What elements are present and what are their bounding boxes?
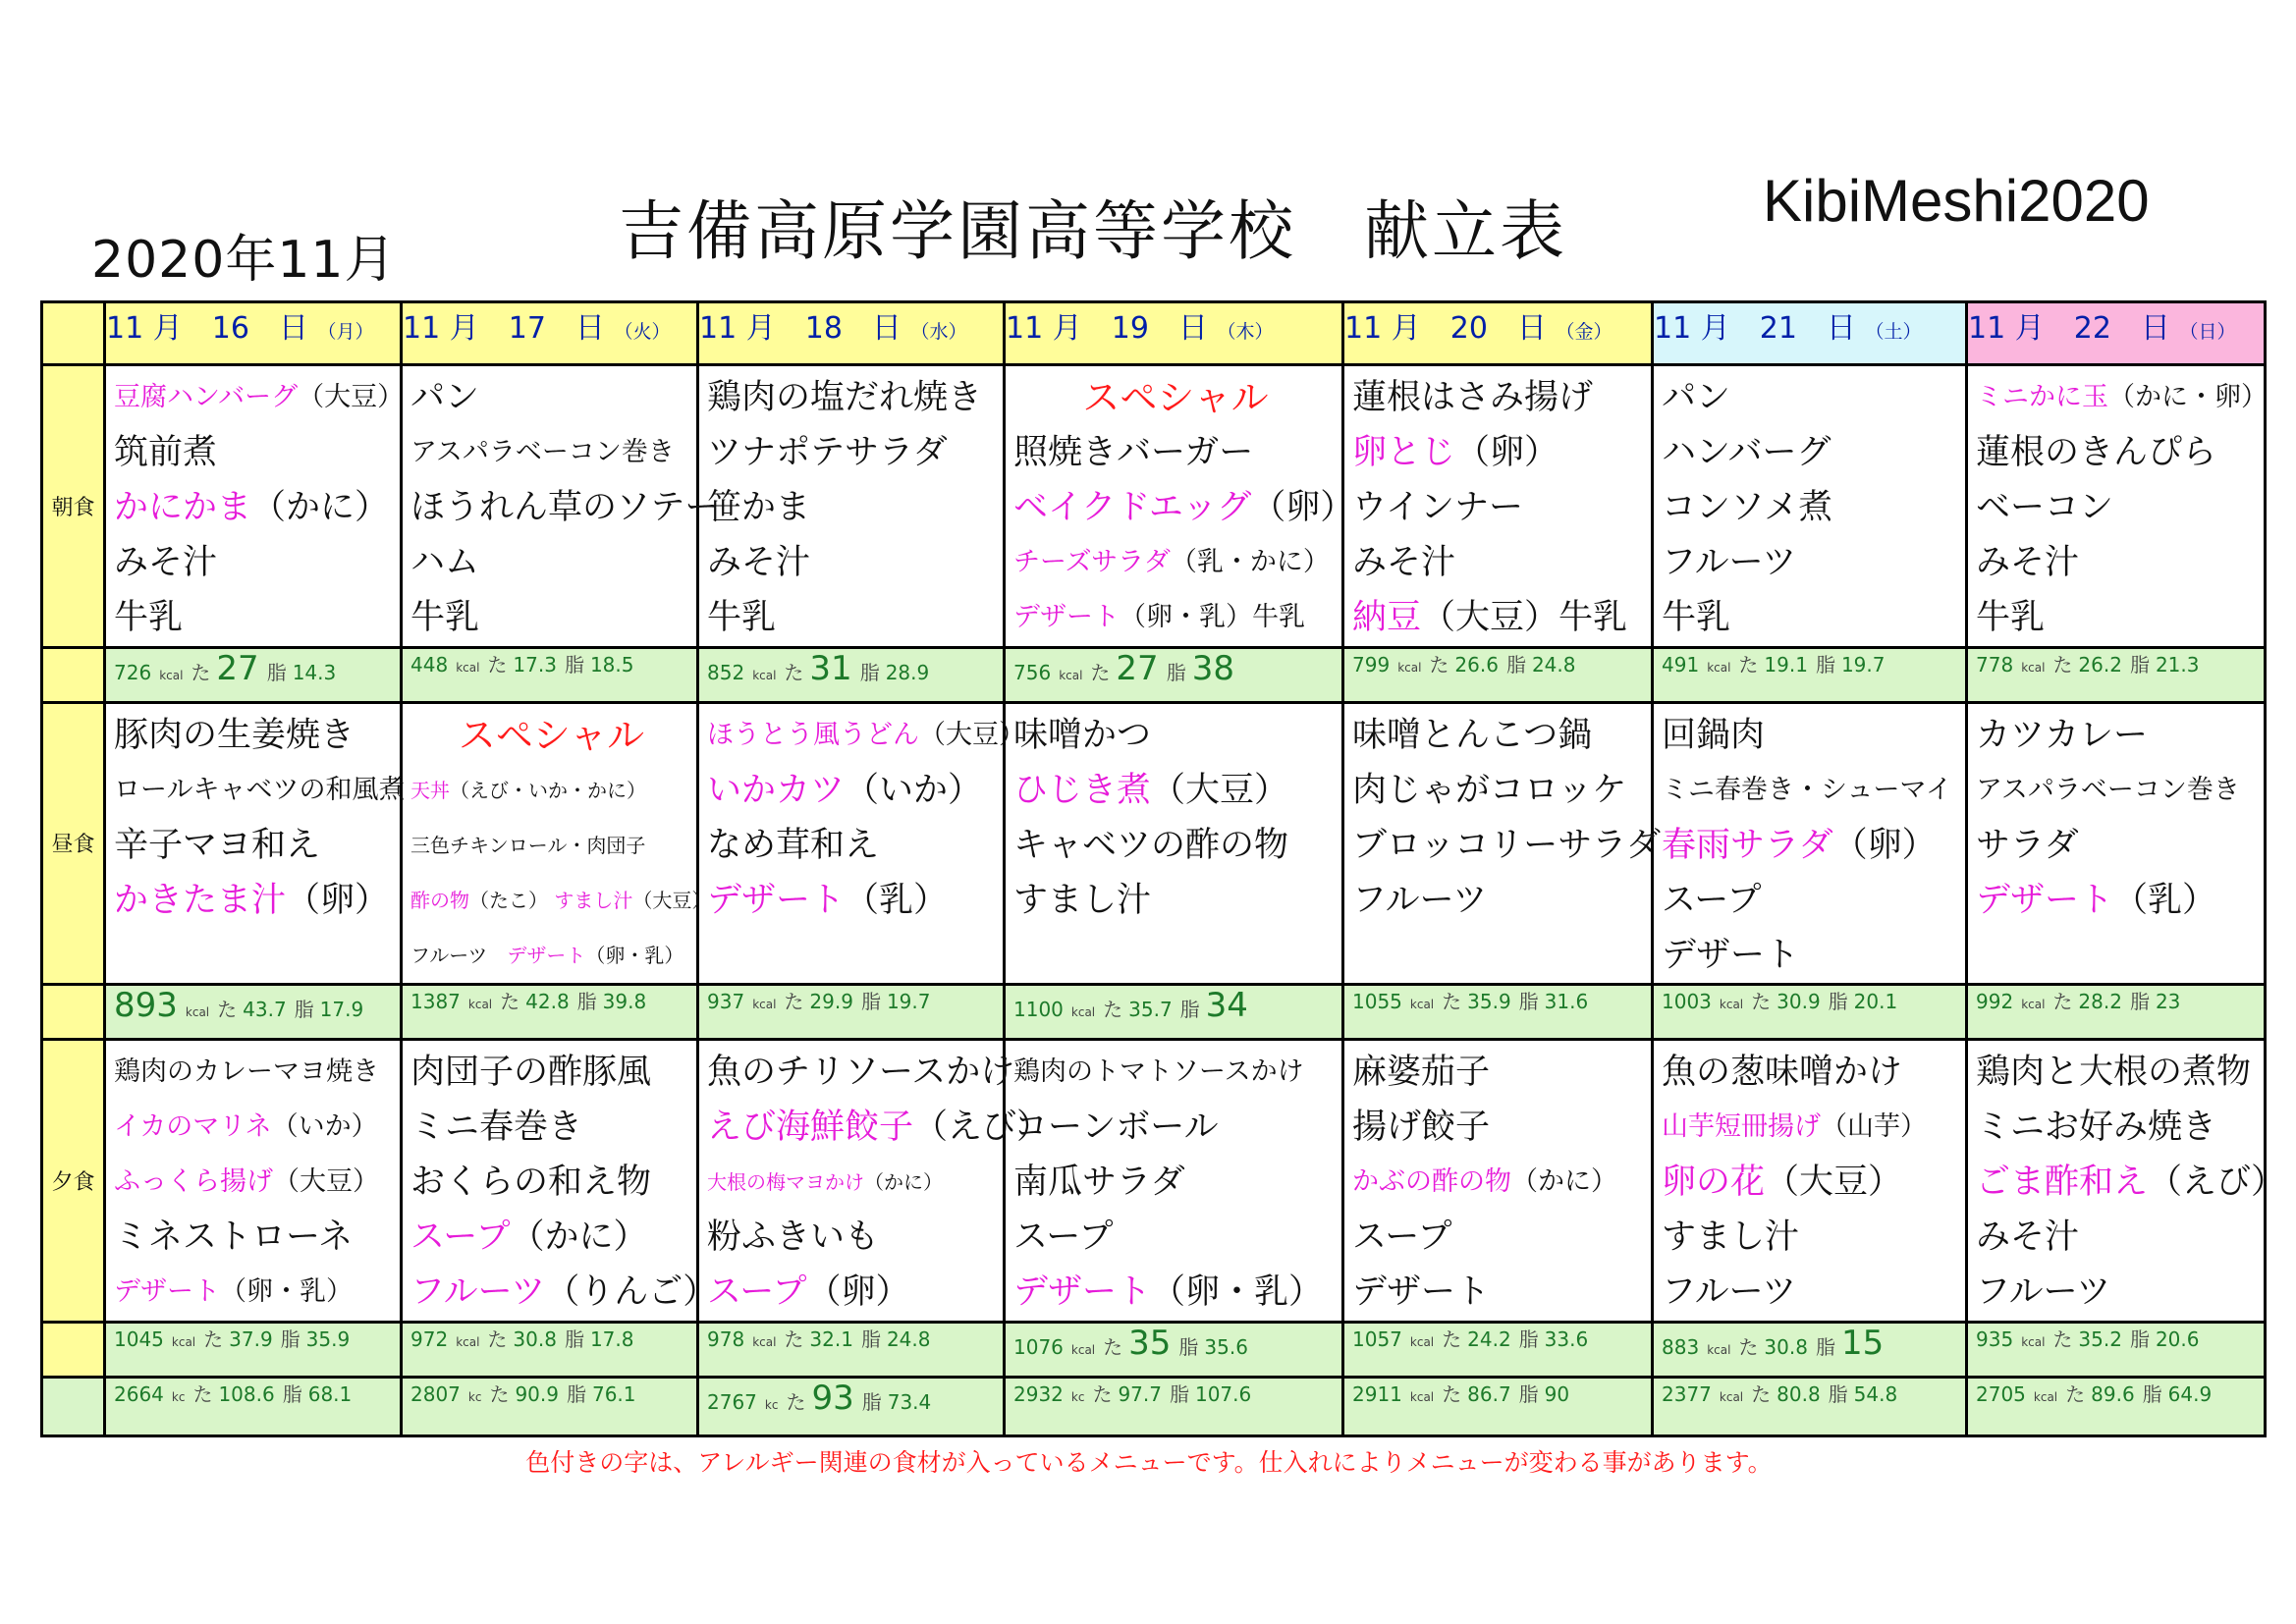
page-title: 吉備高原学園高等学校 献立表: [619, 193, 1567, 269]
nutrition-cell: 978 kcal た 32.1 脂 24.8: [698, 1322, 1005, 1377]
menu-item: フルーツ（りんご）: [410, 1272, 718, 1313]
menu-item: 大根の梅マヨかけ（かに）: [707, 1170, 943, 1195]
menu-item: 豆腐ハンバーグ（大豆）: [114, 382, 405, 413]
breakfast-cell: [105, 365, 405, 647]
menu-item: かきたま汁（卵）: [114, 880, 390, 920]
menu-item: 粉ふきいも: [707, 1218, 880, 1258]
nutrition-cell: 799 kcal た 26.6 脂 24.8: [1343, 647, 1653, 702]
nutrition-cell: 1100 kcal た 35.7 脂 34: [1005, 985, 1343, 1040]
day-header: 11 月 17 日 （火）: [402, 302, 698, 365]
menu-item: 納豆（大豆）牛乳: [1352, 598, 1628, 638]
menu-item: 味噌とんこつ鍋: [1352, 715, 1593, 755]
menu-item: デザート: [1662, 935, 1800, 975]
menu-item: スープ: [1352, 1218, 1452, 1258]
breakfast-cell: [402, 365, 720, 647]
day-header: 11 月 20 日 （金）: [1343, 302, 1653, 365]
lunch-label: 昼食: [42, 702, 105, 984]
menu-item: カツカレー: [1976, 715, 2149, 755]
menu-item: フルーツ: [1352, 880, 1488, 920]
menu-table: [40, 300, 2286, 1437]
menu-item: 牛乳: [114, 598, 184, 638]
menu-item: みそ汁: [114, 543, 218, 583]
menu-item: 豚肉の生姜焼き: [114, 715, 355, 755]
total-label: [42, 1377, 105, 1435]
menu-item: 味噌かつ: [1013, 715, 1152, 755]
nutrition-cell: 883 kcal た 30.8 脂 15: [1653, 1322, 1967, 1377]
menu-item: ミニ春巻き: [410, 1108, 583, 1148]
menu-item: おくらの和え物: [410, 1163, 652, 1203]
day-header: 11 月 16 日 （月）: [105, 302, 402, 365]
menu-item: かぶの酢の物（かに）: [1352, 1166, 1617, 1198]
menu-item: ベイクドエッグ（卵）: [1013, 488, 1355, 528]
menu-item: 南瓜サラダ: [1013, 1163, 1185, 1203]
menu-item: フルーツ: [1976, 1272, 2111, 1313]
menu-item: デザート（卵・乳）: [114, 1276, 353, 1308]
menu-item: 牛乳: [1662, 598, 1731, 638]
menu-item: 天丼（えび・いか・かに）: [410, 778, 646, 802]
nutrition-cell: 1057 kcal た 24.2 脂 33.6: [1343, 1322, 1653, 1377]
menu-item: いかカツ（いか）: [707, 770, 983, 810]
dinner-cell: [105, 1040, 402, 1322]
menu-item: ハム: [410, 543, 480, 583]
breakfast-cell: [1005, 365, 1355, 647]
menu-item: ひじき煮（大豆）: [1013, 770, 1289, 810]
lunch-cell: [402, 702, 712, 984]
menu-item: イカのマリネ（いか）: [114, 1111, 378, 1143]
menu-item: 牛乳: [707, 598, 777, 638]
menu-item: なめ茸和え: [707, 825, 880, 865]
menu-item: フルーツ デザート（卵・乳）: [410, 943, 684, 967]
menu-item: デザート（乳）: [1976, 880, 2217, 920]
brand-logo-text: KibiMeshi2020: [1763, 168, 2150, 234]
lunch-cell: [1005, 702, 1343, 984]
day-header: 11 月 22 日 （日）: [1967, 302, 2266, 365]
menu-item: 鶏肉のカレーマヨ焼き: [114, 1056, 379, 1088]
nutrition-cell: 1045 kcal た 37.9 脂 35.9: [105, 1322, 402, 1377]
nutrition-cell: 992 kcal た 28.2 脂 23: [1967, 985, 2266, 1040]
menu-item: 蓮根のきんぴら: [1976, 433, 2217, 473]
menu-item: ほうれん草のソテー: [410, 488, 720, 528]
menu-item: コーンボール: [1013, 1108, 1219, 1148]
menu-item: ベーコン: [1976, 488, 2114, 528]
nutrition-cell: 893 kcal た 43.7 脂 17.9: [105, 985, 402, 1040]
menu-item: ミニお好み焼き: [1976, 1108, 2217, 1148]
menu-item: 鶏肉の塩だれ焼き: [707, 378, 983, 418]
menu-item: 牛乳: [410, 598, 480, 638]
menu-item: 肉団子の酢豚風: [410, 1053, 652, 1093]
menu-item: ウインナー: [1352, 488, 1523, 528]
menu-item: デザート（乳）: [707, 880, 949, 920]
menu-item: すまし汁: [1662, 1218, 1800, 1258]
menu-item: みそ汁: [707, 543, 811, 583]
menu-item: 魚のチリソースかけ: [707, 1053, 1015, 1093]
nutrition-label: [42, 985, 105, 1040]
lunch-cell: [1653, 702, 1967, 984]
nutrition-cell: 778 kcal た 26.2 脂 21.3: [1967, 647, 2266, 702]
day-header: 11 月 18 日 （水）: [698, 302, 1005, 365]
menu-item: ほうとう風うどん（大豆）: [707, 719, 1025, 750]
daily-total-cell: 2377 kcal た 80.8 脂 54.8: [1653, 1377, 1967, 1435]
daily-total-cell: 2807 kc た 90.9 脂 76.1: [402, 1377, 698, 1435]
menu-item: 辛子マヨ和え: [114, 825, 321, 865]
dinner-cell: [1967, 1040, 2286, 1322]
nutrition-cell: 937 kcal た 29.9 脂 19.7: [698, 985, 1005, 1040]
menu-item: 卵とじ（卵）: [1352, 433, 1559, 473]
lunch-cell: [698, 702, 1025, 984]
nutrition-label: [42, 647, 105, 702]
day-header: 11 月 21 日 （土）: [1653, 302, 1967, 365]
menu-item: ハンバーグ: [1662, 433, 1831, 473]
menu-item: フルーツ: [1662, 543, 1797, 583]
daily-total-cell: 2767 kc た 93 脂 73.4: [698, 1377, 1005, 1435]
lunch-cell: [1967, 702, 2266, 984]
menu-item: アスパラベーコン巻き: [410, 437, 675, 468]
menu-item: 揚げ餃子: [1352, 1108, 1491, 1148]
nutrition-cell: 448 kcal た 17.3 脂 18.5: [402, 647, 698, 702]
menu-item: 山芋短冊揚げ（山芋）: [1662, 1111, 1927, 1143]
menu-item: 魚の葱味噌かけ: [1662, 1053, 1903, 1093]
menu-item: みそ汁: [1976, 543, 2080, 583]
menu-item: コンソメ煮: [1662, 488, 1833, 528]
menu-item: 春雨サラダ（卵）: [1662, 825, 1937, 865]
breakfast-cell: [1967, 365, 2266, 647]
breakfast-cell: [698, 365, 1005, 647]
lunch-cell: [1343, 702, 1661, 984]
menu-item: 蓮根はさみ揚げ: [1352, 378, 1594, 418]
daily-total-cell: 2705 kcal た 89.6 脂 64.9: [1967, 1377, 2266, 1435]
menu-item: 卵の花（大豆）: [1662, 1163, 1903, 1203]
menu-item: 照焼きバーガー: [1013, 433, 1254, 473]
menu-item: 笹かま: [707, 488, 811, 528]
menu-item: えび海鮮餃子（えび）: [707, 1108, 1052, 1148]
menu-item: デザート: [1352, 1272, 1491, 1313]
nutrition-cell: 1003 kcal た 30.9 脂 20.1: [1653, 985, 1967, 1040]
menu-item: チーズサラダ（乳・かに）: [1013, 547, 1330, 578]
nutrition-cell: 1055 kcal た 35.9 脂 31.6: [1343, 985, 1653, 1040]
menu-item: ふっくら揚げ（大豆）: [114, 1166, 379, 1198]
menu-item: アスパラベーコン巻き: [1976, 774, 2240, 805]
breakfast-cell: [1653, 365, 1967, 647]
menu-item: 回鍋肉: [1662, 715, 1766, 755]
breakfast-cell: [1343, 365, 1653, 647]
menu-item: 鶏肉のトマトソースかけ: [1013, 1056, 1304, 1088]
menu-item: スープ（かに）: [410, 1218, 648, 1258]
menu-item: ブロッコリーサラダ: [1352, 825, 1661, 865]
special-label: スペシャル: [458, 713, 645, 757]
day-header: 11 月 19 日 （木）: [1005, 302, 1343, 365]
menu-item: みそ汁: [1352, 543, 1456, 583]
dinner-cell: [402, 1040, 718, 1322]
nutrition-label: [42, 1322, 105, 1377]
menu-item: かにかま（かに）: [114, 488, 390, 528]
nutrition-cell: 756 kcal た 27 脂 38: [1005, 647, 1343, 702]
menu-item: スープ（卵）: [707, 1272, 910, 1313]
menu-item: デザート（卵・乳）牛乳: [1013, 602, 1305, 633]
menu-item: ロールキャベツの和風煮: [114, 774, 406, 805]
menu-item: みそ汁: [1976, 1218, 2080, 1258]
menu-item: ミニ春巻き・シューマイ: [1662, 774, 1952, 805]
daily-total-cell: 2664 kc た 108.6 脂 68.1: [105, 1377, 402, 1435]
special-label: スペシャル: [1082, 376, 1269, 420]
menu-item: 三色チキンロール・肉団子: [410, 833, 646, 857]
dinner-label: 夕食: [42, 1040, 105, 1322]
nutrition-cell: 726 kcal た 27 脂 14.3: [105, 647, 402, 702]
menu-item: 麻婆茄子: [1352, 1053, 1491, 1093]
dinner-cell: [1343, 1040, 1653, 1322]
menu-item: ごま酢和え（えび）: [1976, 1163, 2286, 1203]
allergen-footnote: 色付きの字は、アレルギー関連の食材が入っているメニューです。仕入れによりメニューが変わる事があります。: [525, 1448, 1773, 1477]
menu-item: フルーツ: [1662, 1272, 1797, 1313]
menu-item: パン: [410, 378, 480, 418]
menu-item: 筑前煮: [114, 433, 218, 473]
daily-total-cell: 2932 kc た 97.7 脂 107.6: [1005, 1377, 1343, 1435]
corner-cell: [42, 302, 105, 365]
nutrition-cell: 1387 kcal た 42.8 脂 39.8: [402, 985, 698, 1040]
dinner-cell: [1653, 1040, 1967, 1322]
dinner-cell: [698, 1040, 1052, 1322]
menu-month: 2020年11月: [91, 231, 397, 290]
menu-item: デザート（卵・乳）: [1013, 1272, 1324, 1313]
menu-item: スープ: [1662, 880, 1762, 920]
menu-item: ミネストローネ: [114, 1218, 354, 1258]
menu-item: パン: [1662, 378, 1731, 418]
nutrition-cell: 1076 kcal た 35 脂 35.6: [1005, 1322, 1343, 1377]
menu-item: スープ: [1013, 1218, 1114, 1258]
menu-item: キャベツの酢の物: [1013, 825, 1289, 865]
menu-item: ミニかに玉（かに・卵）: [1976, 382, 2268, 413]
nutrition-cell: 935 kcal た 35.2 脂 20.6: [1967, 1322, 2266, 1377]
breakfast-label: 朝食: [42, 365, 105, 647]
nutrition-cell: 491 kcal た 19.1 脂 19.7: [1653, 647, 1967, 702]
daily-total-cell: 2911 kcal た 86.7 脂 90: [1343, 1377, 1653, 1435]
menu-item: 肉じゃがコロッケ: [1352, 770, 1627, 810]
menu-item: 鶏肉と大根の煮物: [1976, 1053, 2252, 1093]
nutrition-cell: 852 kcal た 31 脂 28.9: [698, 647, 1005, 702]
menu-item: 酢の物（たこ） すまし汁（大豆）: [410, 888, 712, 912]
menu-item: すまし汁: [1013, 880, 1152, 920]
menu-item: サラダ: [1976, 825, 2079, 865]
menu-item: ツナポテサラダ: [707, 433, 948, 473]
menu-item: 牛乳: [1976, 598, 2046, 638]
nutrition-cell: 972 kcal た 30.8 脂 17.8: [402, 1322, 698, 1377]
dinner-cell: [1005, 1040, 1343, 1322]
lunch-cell: [105, 702, 406, 984]
